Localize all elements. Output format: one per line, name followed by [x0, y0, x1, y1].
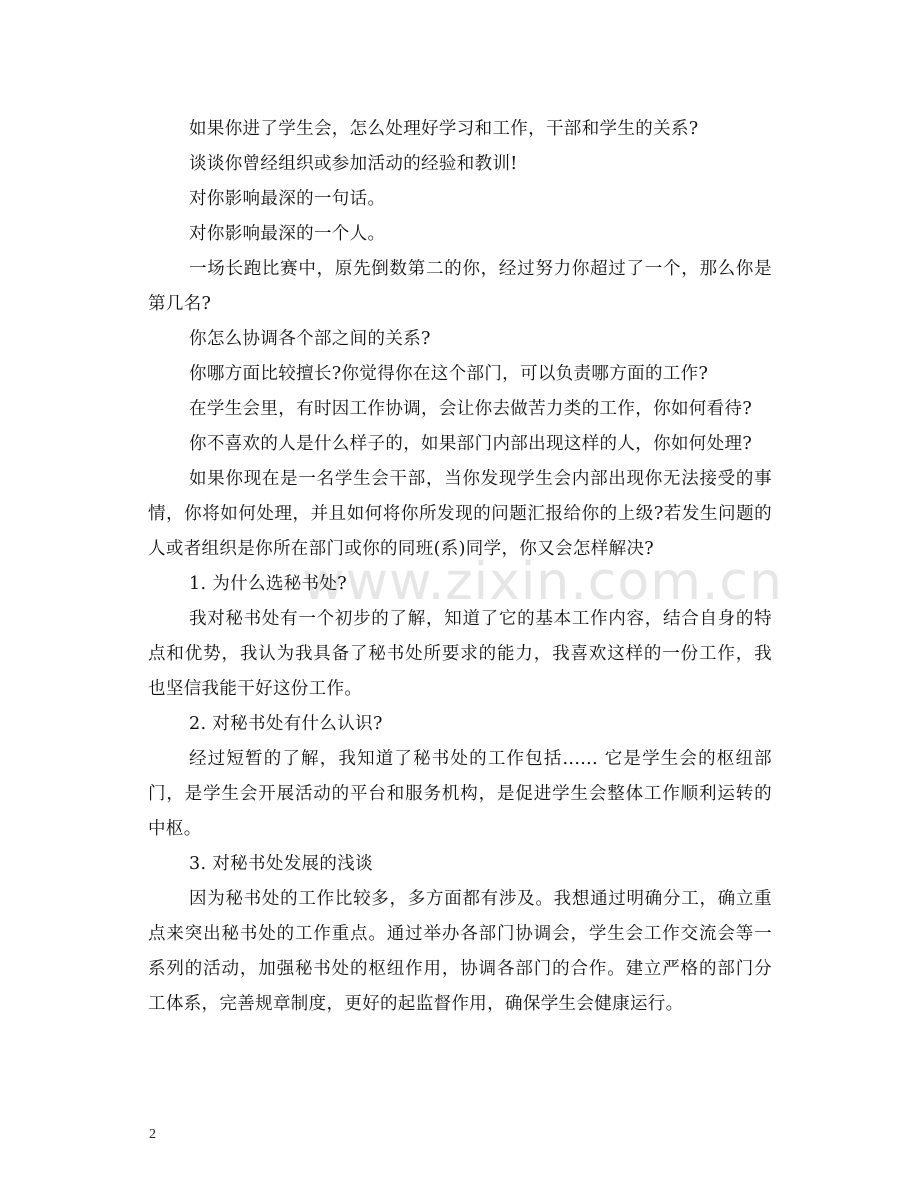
answer-paragraph: 经过短暂的了解，我知道了秘书处的工作包括...... 它是学生会的枢纽部门，是学生会开展活动的平台和服务机构，是促进学生会整体工作顺利运转的中枢。	[148, 749, 772, 839]
section-heading: 2. 对秘书处有什么认识?	[189, 714, 383, 734]
answer-paragraph: 我对秘书处有一个初步的了解，知道了它的基本工作内容，结合自身的特点和优势，我认为我具备了秘书处所要求的能力，我喜欢这样的一份工作，我也坚信我能干好这份工作。	[148, 609, 772, 699]
question-paragraph: 如果你现在是一名学生会干部，当你发现学生会内部出现你无法接受的事情，你将如何处理，并且如何将你所发现的问题汇报给你的上级?若发生问题的人或者组织是你所在部门或你的同班(系)同学，你又会怎样解决?	[148, 469, 772, 559]
question-paragraph: 你不喜欢的人是什么样子的，如果部门内部出现这样的人，你如何处理?	[189, 434, 753, 454]
question-paragraph: 在学生会里，有时因工作协调，会让你去做苦力类的工作，你如何看待?	[189, 399, 753, 419]
question-paragraph: 你怎么协调各个部之间的关系?	[189, 329, 431, 349]
question-paragraph: 对你影响最深的一句话。	[189, 189, 386, 209]
question-paragraph: 一场长跑比赛中，原先倒数第二的你，经过努力你超过了一个，那么你是第几名?	[148, 259, 772, 314]
question-paragraph: 谈谈你曾经组织或参加活动的经验和教训!	[189, 154, 518, 174]
question-paragraph: 对你影响最深的一个人。	[189, 224, 386, 244]
page-number: 2	[149, 1127, 156, 1142]
question-paragraph: 如果你进了学生会，怎么处理好学习和工作，干部和学生的关系?	[189, 119, 699, 139]
section-heading: 1. 为什么选秘书处?	[189, 574, 347, 594]
answer-paragraph: 因为秘书处的工作比较多，多方面都有涉及。我想通过明确分工，确立重点来突出秘书处的工作重点。通过举办各部门协调会，学生会工作交流会等一系列的活动，加强秘书处的枢纽作用，协调各部门的合作。建立严格的部门分工体系，完善规章制度，更好的起监督作用，确保学生会健康运行。	[148, 889, 772, 1014]
question-paragraph: 你哪方面比较擅长?你觉得你在这个部门，可以负责哪方面的工作?	[189, 364, 709, 384]
watermark: www.zixin.com.cn	[302, 552, 783, 612]
section-heading: 3. 对秘书处发展的浅谈	[189, 854, 373, 874]
document-body	[148, 112, 772, 1022]
